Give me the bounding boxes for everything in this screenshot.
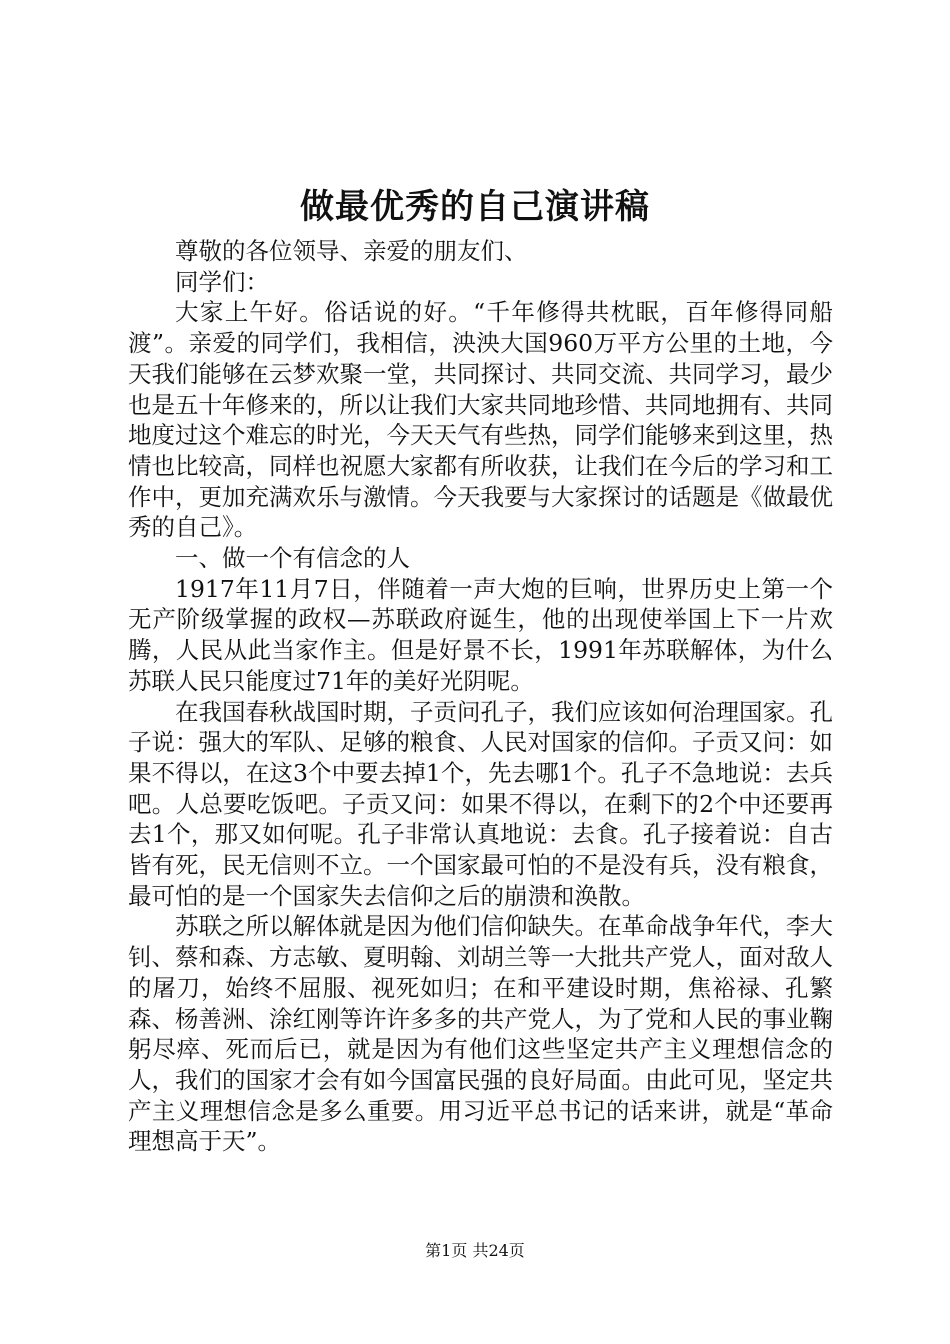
greeting-line-1: 尊敬的各位领导、亲爱的朋友们、 [175,237,528,265]
paragraph-opening: 大家上午好。俗话说的好。“千年修得共枕眠，百年修得同船渡”。亲爱的同学们，我相信，泱泱大国960万平方公里的土地，今天我们能够在云梦欢聚一堂，共同探讨、共同交流、共同学习，最少也是五十年修来的，所以让我们大家共同地珍惜、共同地拥有、共同地度过这个难忘的时光，今天天气有些热，同学们能够来到这里，热情也比较高，同样也祝愿大家都有所收获，让我们在今后的学习和工作中，更加充满欢乐与激情。今天我要与大家探讨的话题是《做最优秀的自己》。 [128,298,833,542]
greeting-line-2: 同学们： [175,267,269,296]
document-title: 做最优秀的自己演讲稿 [300,187,650,227]
page-footer: 第1页 共24页 [425,1241,525,1260]
paragraph-confucius: 在我国春秋战国时期，子贡问孔子，我们应该如何治理国家。孔子说：强大的军队、足够的粮食、人民对国家的信仰。子贡又问：如果不得以，在这3个中要去掉1个，先去哪1个。孔子不急地说：去兵吧。人总要吃饭吧。子贡又问：如果不得以，在剩下的2个中还要再去1个，那又如何呢。孔子非常认真地说：去食。孔子接着说：自古皆有死，民无信则不立。一个国家最可怕的不是没有兵，没有粮食，最可怕的是一个国家失去信仰之后的崩溃和涣散。 [128,697,833,910]
paragraph-ussr: 1917年11月7日，伴随着一声大炮的巨响，世界历史上第一个无产阶级掌握的政权—苏联政府诞生，他的出现使举国上下一片欢腾，人民从此当家作主。但是好景不长，1991年苏联解体，为什么苏联人民只能度过71年的美好光阴呢。 [128,574,833,695]
document-body [128,236,833,1157]
paragraph-belief: 苏联之所以解体就是因为他们信仰缺失。在革命战争年代，李大钊、蔡和森、方志敏、夏明翰、刘胡兰等一大批共产党人，面对敌人的屠刀，始终不屈服、视死如归；在和平建设时期，焦裕禄、孔繁森、杨善洲、涂红刚等许许多多的共产党人，为了党和人民的事业鞠躬尽瘁、死而后已，就是因为有他们这些坚定共产主义理想信念的人，我们的国家才会有如今国富民强的良好局面。由此可见，坚定共产主义理想信念是多么重要。用习近平总书记的话来讲，就是“革命理想高于天”。 [128,912,833,1156]
section-heading-1: 一、做一个有信念的人 [175,544,410,573]
